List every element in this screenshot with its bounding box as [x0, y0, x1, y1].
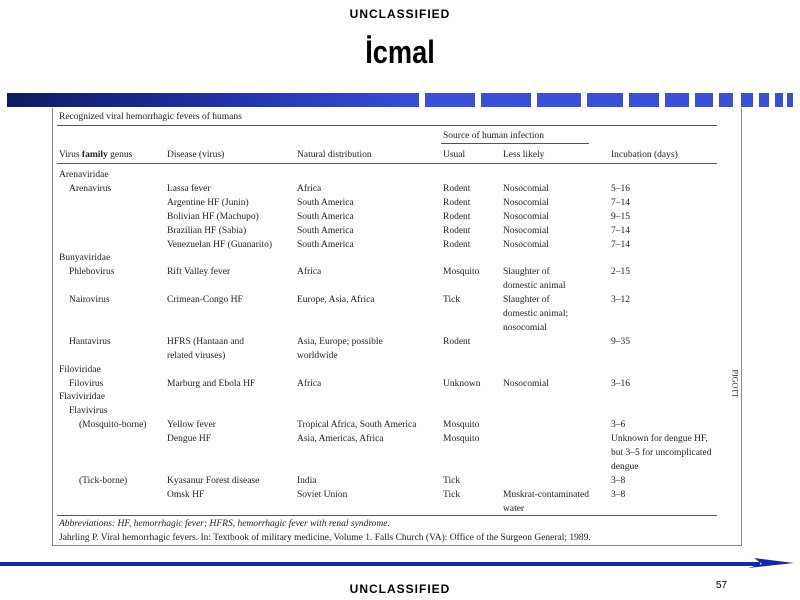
abbreviations-note: Abbreviations: HF, hemorrhagic fever; HFRS, hemorrhagic fever with renal syndrome. — [59, 519, 390, 529]
title-bar-segment — [481, 93, 531, 107]
table-cell-less: Nosocomial — [503, 183, 549, 194]
table-cell-incubation: 2–15 — [611, 267, 630, 278]
table-cell-distribution: South America — [297, 211, 354, 222]
column-header-virus: Virus family genus — [59, 150, 133, 160]
table-cell-distribution: Africa — [297, 267, 322, 278]
table-cell-disease: Bolivian HF (Machupo) — [167, 211, 259, 222]
rule — [57, 163, 717, 164]
table-cell-usual: Rodent — [443, 239, 471, 250]
table-cell-less: Muskrat-contaminated — [503, 489, 590, 500]
table-cell-usual: Rodent — [443, 225, 471, 236]
column-header-disease: Disease (virus) — [167, 150, 225, 160]
title-bar-segment — [587, 93, 623, 107]
rule — [57, 515, 717, 516]
table-cell-incubation: 3–8 — [611, 489, 626, 500]
table-cell-disease: Marburg and Ebola HF — [167, 378, 256, 389]
table-cell-incubation: 3–8 — [611, 475, 626, 486]
table-cell-distribution: Africa — [297, 378, 322, 389]
column-header-distribution: Natural distribution — [297, 150, 372, 160]
table-cell-distribution: Soviet Union — [297, 489, 348, 500]
table-cell-less: Nosocomial — [503, 239, 549, 250]
table-cell-incubation: Unknown for dengue HF, — [611, 434, 708, 445]
reference-note: Jahrling P. Viral hemorrhagic fevers. In: Textbook of military medicine, Volume 1. Falls Church (VA): Office of the Surgeon General; 1989. — [59, 533, 591, 543]
table-cell-usual: Unknown — [443, 378, 481, 389]
table-cell-disease: related viruses) — [167, 350, 226, 361]
table-cell-family: Bunyaviridae — [59, 253, 111, 264]
title-bar-segment — [741, 93, 753, 107]
table-cell-usual: Rodent — [443, 197, 471, 208]
table-cell-disease: Kyasanur Forest disease — [167, 475, 260, 486]
table-cell-less: Slaughter of — [503, 295, 550, 306]
table-cell-less: nosocomial — [503, 322, 547, 333]
table-cell-disease: Rift Valley fever — [167, 267, 231, 278]
title-bar-segment — [665, 93, 689, 107]
table-cell-disease: Crimean-Congo HF — [167, 295, 243, 306]
table-cell-family: Arenaviridae — [59, 170, 109, 180]
title-bar-segment — [775, 93, 783, 107]
table-cell-usual: Mosquito — [443, 420, 480, 431]
figure-credit: PIGOTT — [730, 369, 739, 398]
table-cell-family: Flaviviridae — [59, 392, 105, 403]
table-cell-incubation: 9–15 — [611, 211, 630, 222]
table-cell-less: Nosocomial — [503, 378, 549, 389]
table-cell-incubation: 9–35 — [611, 336, 630, 347]
title-bar-main-segment — [7, 93, 419, 107]
table-cell-genus: Flavivirus — [69, 406, 108, 417]
title-bar-decoration — [7, 93, 797, 107]
table-cell-distribution: Africa — [297, 183, 322, 194]
table-cell-incubation: 3–12 — [611, 295, 630, 306]
classification-top: UNCLASSIFIED — [349, 7, 451, 21]
table-cell-disease: HFRS (Hantaan and — [167, 336, 245, 347]
table-cell-usual: Tick — [443, 489, 461, 500]
table-cell-usual: Tick — [443, 475, 461, 486]
table-cell-distribution: Tropical Africa, South America — [297, 420, 417, 431]
rule — [441, 143, 589, 144]
table-cell-less: Nosocomial — [503, 225, 549, 236]
table-cell-disease: Dengue HF — [167, 434, 212, 445]
group-header: Source of human infection — [443, 131, 545, 141]
table-cell-less: Nosocomial — [503, 211, 549, 222]
table-cell-distribution: Asia, Americas, Africa — [297, 434, 384, 445]
table-cell-distribution: Europe, Asia, Africa — [297, 295, 375, 306]
table-cell-usual: Rodent — [443, 211, 471, 222]
table-cell-less: domestic animal; — [503, 309, 569, 319]
title-bar-segment — [787, 93, 793, 107]
table-cell-disease: Brazilian HF (Sabia) — [167, 225, 247, 236]
table-cell-incubation: 3–16 — [611, 378, 630, 389]
table-cell-less: Nosocomial — [503, 197, 549, 208]
arrow-icon — [748, 554, 794, 574]
table-cell-subgenus: (Tick-borne) — [79, 475, 128, 486]
table-caption: Recognized viral hemorrhagic fevers of humans — [59, 112, 242, 122]
classification-bottom: UNCLASSIFIED — [349, 582, 451, 596]
table-cell-incubation: 7–14 — [611, 239, 630, 250]
table-cell-incubation: but 3–5 for uncomplicated — [611, 448, 712, 458]
table-cell-distribution: Asia, Europe; possible — [297, 336, 383, 347]
slide-title: İcmal — [365, 34, 435, 70]
table-cell-subgenus: (Mosquito-borne) — [79, 420, 147, 431]
table-cell-distribution: India — [297, 475, 317, 486]
table-cell-incubation: dengue — [611, 461, 639, 472]
table-cell-usual: Mosquito — [443, 434, 480, 445]
table-cell-usual: Tick — [443, 295, 461, 306]
table-cell-less: Slaughter of — [503, 267, 550, 278]
title-bar-segment — [759, 93, 769, 107]
table-cell-genus: Filovirus — [69, 378, 104, 389]
table-cell-disease: Omsk HF — [167, 489, 205, 500]
table-cell-incubation: 7–14 — [611, 197, 630, 208]
table-figure — [52, 108, 742, 546]
table-cell-family: Filoviridae — [59, 364, 101, 375]
page-number: 57 — [716, 580, 728, 591]
table-cell-distribution: South America — [297, 197, 354, 208]
table-cell-usual: Rodent — [443, 336, 471, 347]
title-bar-segment — [629, 93, 659, 107]
column-header-less-likely: Less likely — [503, 150, 545, 160]
column-header-incubation: Incubation (days) — [611, 150, 678, 160]
footer-rule — [0, 562, 760, 566]
title-bar-segment — [695, 93, 713, 107]
title-bar-segment — [537, 93, 581, 107]
table-cell-distribution: worldwide — [297, 350, 338, 361]
table-cell-genus: Arenavirus — [69, 183, 112, 194]
table-cell-disease: Lassa fever — [167, 183, 211, 194]
table-cell-distribution: South America — [297, 239, 354, 250]
table-cell-disease: Yellow fever — [167, 420, 216, 431]
table-cell-incubation: 5–16 — [611, 183, 630, 194]
table-cell-less: water — [503, 503, 525, 514]
column-header-usual: Usual — [443, 150, 466, 160]
table-cell-usual: Rodent — [443, 183, 471, 194]
table-cell-less: domestic animal — [503, 281, 566, 292]
table-cell-incubation: 7–14 — [611, 225, 630, 236]
table-cell-disease: Argentine HF (Junin) — [167, 197, 249, 208]
rule — [57, 125, 717, 126]
table-cell-usual: Mosquito — [443, 267, 480, 278]
title-bar-segment — [719, 93, 733, 107]
table-cell-distribution: South America — [297, 225, 354, 236]
table-cell-genus: Hantavirus — [69, 336, 111, 347]
table-cell-genus: Phlebovirus — [69, 267, 115, 278]
title-bar-segment — [425, 93, 475, 107]
table-cell-incubation: 3–6 — [611, 420, 626, 431]
hemorrhagic-fever-table — [57, 108, 717, 546]
table-cell-genus: Nairovirus — [69, 295, 110, 306]
table-cell-disease: Venezuelan HF (Guanarito) — [167, 239, 272, 250]
